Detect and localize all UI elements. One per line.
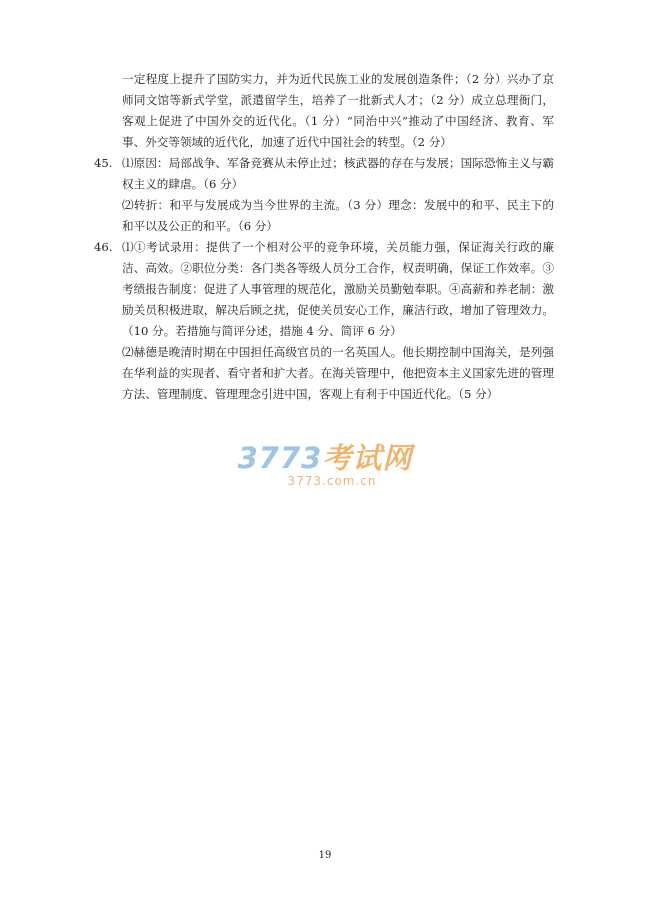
question-number: 46.	[94, 240, 113, 254]
watermark-logo	[235, 442, 415, 474]
question-45	[94, 153, 554, 237]
watermark-logo-digits: 3773	[237, 441, 323, 475]
answer-content	[94, 69, 554, 405]
page-number: 19	[318, 850, 332, 861]
answer-part-1: ⑴①考试录用：提供了一个相对公平的竞争环境，关员能力强，保证海关行政的廉洁、高效。②职位分类：各门类各等级人员分工合作，权责明确，保证工作效率。③考绩报告制度：促进了人事管理的规范化，激励关员勤勉奉职。④高薪和养老制：激励关员积极进取，解决后顾之扰，促使关员安心工作，廉洁行政，增加了管理效力。（10 分。若措施与简评分述，措施 4 分、简评 6 分）	[122, 240, 554, 338]
watermark-logo-text: 考试网	[322, 441, 413, 475]
watermark-url: 3773.com.cn	[287, 474, 377, 488]
question-number: 45.	[94, 156, 113, 170]
answer-part-2: ⑵赫德是晚清时期在中国担任高级官员的一名英国人。他长期控制中国海关，是列强在华利益的实现者、看守者和扩大者。在海关管理中，他把资本主义国家先进的管理方法、管理制度、管理理念引进中国，客观上有利于中国近代化。（5 分）	[122, 345, 554, 401]
question-46	[94, 237, 554, 405]
continuation-paragraph: 一定程度上提升了国防实力，并为近代民族工业的发展创造条件；（2 分）兴办了京师同文馆等新式学堂，派遣留学生，培养了一批新式人才；（2 分）成立总理衙门，客观上促进了中国外交的近代化。（1 分）“同治中兴”推动了中国经济、教育、军事、外交等领域的近代化，加速了近代中国社会的转型。（2 分）	[122, 72, 554, 149]
site-watermark	[235, 442, 415, 488]
answer-part-1: ⑴原因：局部战争、军备竞赛从未停止过；核武器的存在与发展；国际恐怖主义与霸权主义的肆虐。（6 分）	[122, 156, 554, 191]
answer-part-2: ⑵转折：和平与发展成为当今世界的主流。（3 分）理念：发展中的和平、民主下的和平以及公正的和平。（6 分）	[122, 198, 554, 233]
